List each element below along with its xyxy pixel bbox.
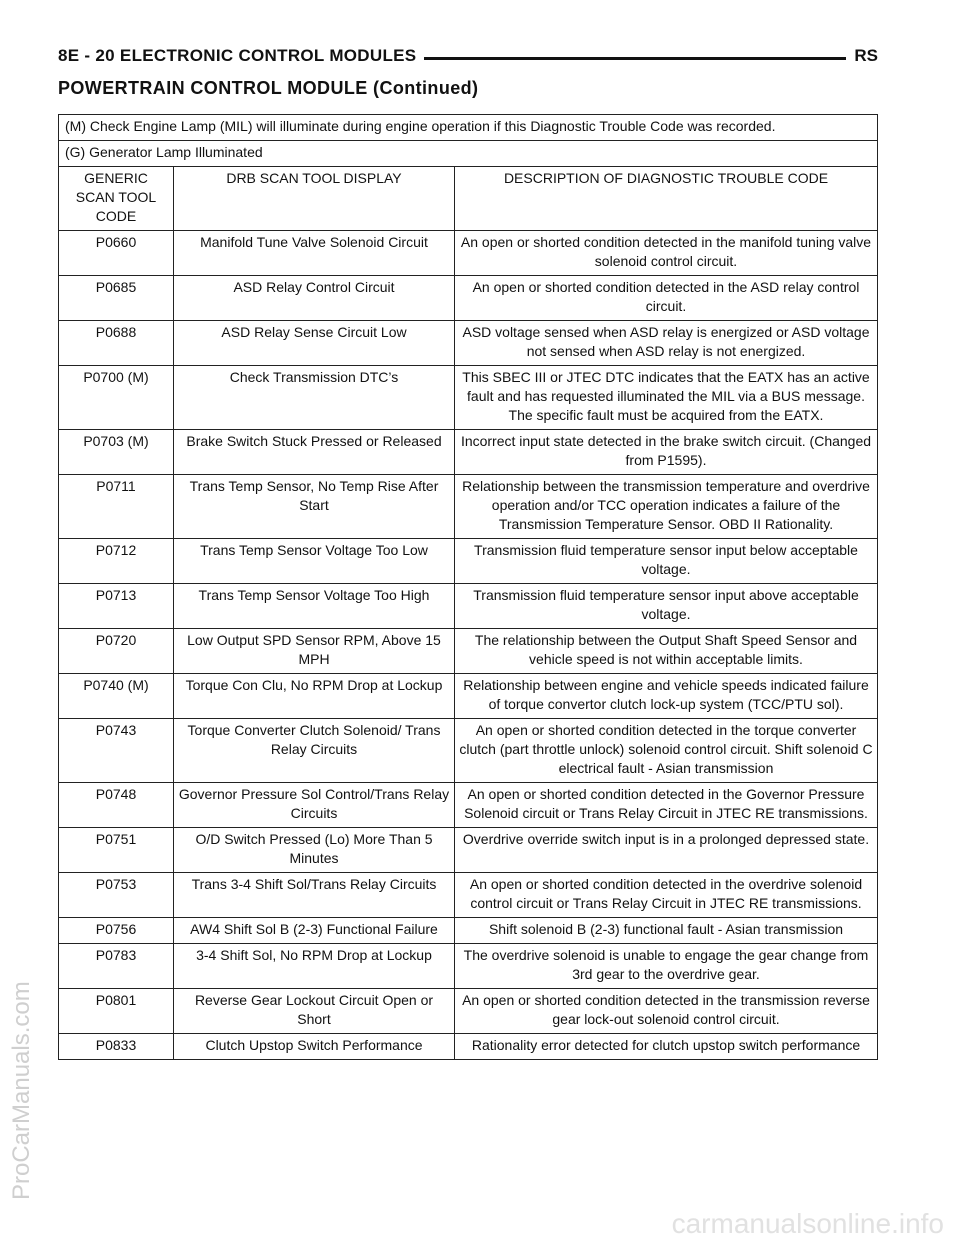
description-cell: An open or shorted condition detected in the overdrive solenoid control circuit or Trans Relay Circuit in JTEC RE transmissions.	[455, 873, 878, 918]
header-row	[59, 167, 878, 231]
column-header-code	[59, 167, 174, 231]
scan-display-cell: Trans Temp Sensor, No Temp Rise After Start	[174, 475, 455, 539]
description-cell: Relationship between engine and vehicle speeds indicated failure of torque convertor clutch lock-up system (TCC/PTU sol).	[455, 674, 878, 719]
description-cell: An open or shorted condition detected in the Governor Pressure Solenoid circuit or Trans Relay Circuit in JTEC RE transmissions.	[455, 783, 878, 828]
dtc-code-cell: P0740 (M)	[59, 674, 174, 719]
scan-display-cell: Manifold Tune Valve Solenoid Circuit	[174, 231, 455, 276]
dtc-code-cell: P0720	[59, 629, 174, 674]
scan-display-cell: Torque Converter Clutch Solenoid/ Trans Relay Circuits	[174, 719, 455, 783]
scan-display-cell: Check Transmission DTC’s	[174, 366, 455, 430]
table-row	[59, 430, 878, 475]
dtc-code-cell: P0713	[59, 584, 174, 629]
dtc-code-cell: P0743	[59, 719, 174, 783]
table-row	[59, 231, 878, 276]
description-cell: Transmission fluid temperature sensor input above acceptable voltage.	[455, 584, 878, 629]
scan-display-cell: Trans Temp Sensor Voltage Too High	[174, 584, 455, 629]
scan-display-cell: O/D Switch Pressed (Lo) More Than 5 Minutes	[174, 828, 455, 873]
table-row	[59, 918, 878, 944]
dtc-code-cell: P0688	[59, 321, 174, 366]
note-mil: (M) Check Engine Lamp (MIL) will illuminate during engine operation if this Diagnostic Trouble Code was recorded.	[59, 115, 878, 141]
table-row	[59, 539, 878, 584]
scan-display-cell: Trans Temp Sensor Voltage Too Low	[174, 539, 455, 584]
description-cell: Shift solenoid B (2-3) functional fault - Asian transmission	[455, 918, 878, 944]
table-row	[59, 719, 878, 783]
side-watermark: ProCarManuals.com	[8, 981, 35, 1200]
description-cell: The relationship between the Output Shaft Speed Sensor and vehicle speed is not within acceptable limits.	[455, 629, 878, 674]
scan-display-cell: AW4 Shift Sol B (2-3) Functional Failure	[174, 918, 455, 944]
scan-display-cell: Brake Switch Stuck Pressed or Released	[174, 430, 455, 475]
dtc-code-cell: P0833	[59, 1034, 174, 1060]
description-cell: Transmission fluid temperature sensor input below acceptable voltage.	[455, 539, 878, 584]
dtc-code-cell: P0712	[59, 539, 174, 584]
table-row	[59, 783, 878, 828]
scan-display-cell: Low Output SPD Sensor RPM, Above 15 MPH	[174, 629, 455, 674]
description-cell: Incorrect input state detected in the brake switch circuit. (Changed from P1595).	[455, 430, 878, 475]
description-cell: An open or shorted condition detected in the ASD relay control circuit.	[455, 276, 878, 321]
scan-display-cell: Clutch Upstop Switch Performance	[174, 1034, 455, 1060]
bottom-watermark: carmanualsonline.info	[671, 1208, 944, 1239]
dtc-code-cell: P0783	[59, 944, 174, 989]
table-row	[59, 321, 878, 366]
dtc-code-cell: P0751	[59, 828, 174, 873]
description-cell: Relationship between the transmission temperature and overdrive operation and/or TCC operation indicates a failure of the Transmission Temperature Sensor. OBD II Rationality.	[455, 475, 878, 539]
note-generator: (G) Generator Lamp Illuminated	[59, 141, 878, 167]
table-row	[59, 944, 878, 989]
scan-display-cell: 3-4 Shift Sol, No RPM Drop at Lockup	[174, 944, 455, 989]
dtc-table	[58, 114, 878, 1060]
table-row	[59, 629, 878, 674]
table-row	[59, 276, 878, 321]
description-cell: This SBEC III or JTEC DTC indicates that the EATX has an active fault and has requested illuminated the MIL via a BUS message. The specific fault must be acquired from the EATX.	[455, 366, 878, 430]
table-row	[59, 475, 878, 539]
description-cell: The overdrive solenoid is unable to engage the gear change from 3rd gear to the overdrive gear.	[455, 944, 878, 989]
dtc-code-cell: P0753	[59, 873, 174, 918]
description-cell: ASD voltage sensed when ASD relay is energized or ASD voltage not sensed when ASD relay is not energized.	[455, 321, 878, 366]
table-row	[59, 584, 878, 629]
table-row	[59, 1034, 878, 1060]
description-cell: An open or shorted condition detected in the manifold tuning valve solenoid control circuit.	[455, 231, 878, 276]
dtc-code-cell: P0700 (M)	[59, 366, 174, 430]
column-header-display: DRB SCAN TOOL DISPLAY	[174, 167, 455, 231]
dtc-code-cell: P0756	[59, 918, 174, 944]
note-row	[59, 115, 878, 141]
header-section: 8E - 20 ELECTRONIC CONTROL MODULES	[58, 46, 424, 66]
header-code: RS	[846, 46, 878, 66]
scan-display-cell: Trans 3-4 Shift Sol/Trans Relay Circuits	[174, 873, 455, 918]
scan-display-cell: Reverse Gear Lockout Circuit Open or Short	[174, 989, 455, 1034]
table-row	[59, 366, 878, 430]
table-row	[59, 828, 878, 873]
description-cell: An open or shorted condition detected in the torque converter clutch (part throttle unlock) solenoid control circuit. Shift solenoid C electrical fault - Asian transmission	[455, 719, 878, 783]
scan-display-cell: Governor Pressure Sol Control/Trans Relay Circuits	[174, 783, 455, 828]
dtc-code-cell: P0748	[59, 783, 174, 828]
table-row	[59, 873, 878, 918]
description-cell: An open or shorted condition detected in the transmission reverse gear lock-out solenoid control circuit.	[455, 989, 878, 1034]
dtc-code-cell: P0703 (M)	[59, 430, 174, 475]
page-header	[58, 44, 878, 70]
description-cell: Overdrive override switch input is in a prolonged depressed state.	[455, 828, 878, 873]
dtc-code-cell: P0685	[59, 276, 174, 321]
dtc-code-cell: P0801	[59, 989, 174, 1034]
scan-display-cell: Torque Con Clu, No RPM Drop at Lockup	[174, 674, 455, 719]
column-header-code-text: GENERIC SCAN TOOL CODE	[75, 170, 157, 224]
dtc-code-cell: P0711	[59, 475, 174, 539]
description-cell: Rationality error detected for clutch upstop switch performance	[455, 1034, 878, 1060]
column-header-description: DESCRIPTION OF DIAGNOSTIC TROUBLE CODE	[455, 167, 878, 231]
scan-display-cell: ASD Relay Control Circuit	[174, 276, 455, 321]
table-row	[59, 989, 878, 1034]
page-title: POWERTRAIN CONTROL MODULE (Continued)	[58, 78, 479, 98]
dtc-code-cell: P0660	[59, 231, 174, 276]
table-row	[59, 674, 878, 719]
note-row	[59, 141, 878, 167]
scan-display-cell: ASD Relay Sense Circuit Low	[174, 321, 455, 366]
